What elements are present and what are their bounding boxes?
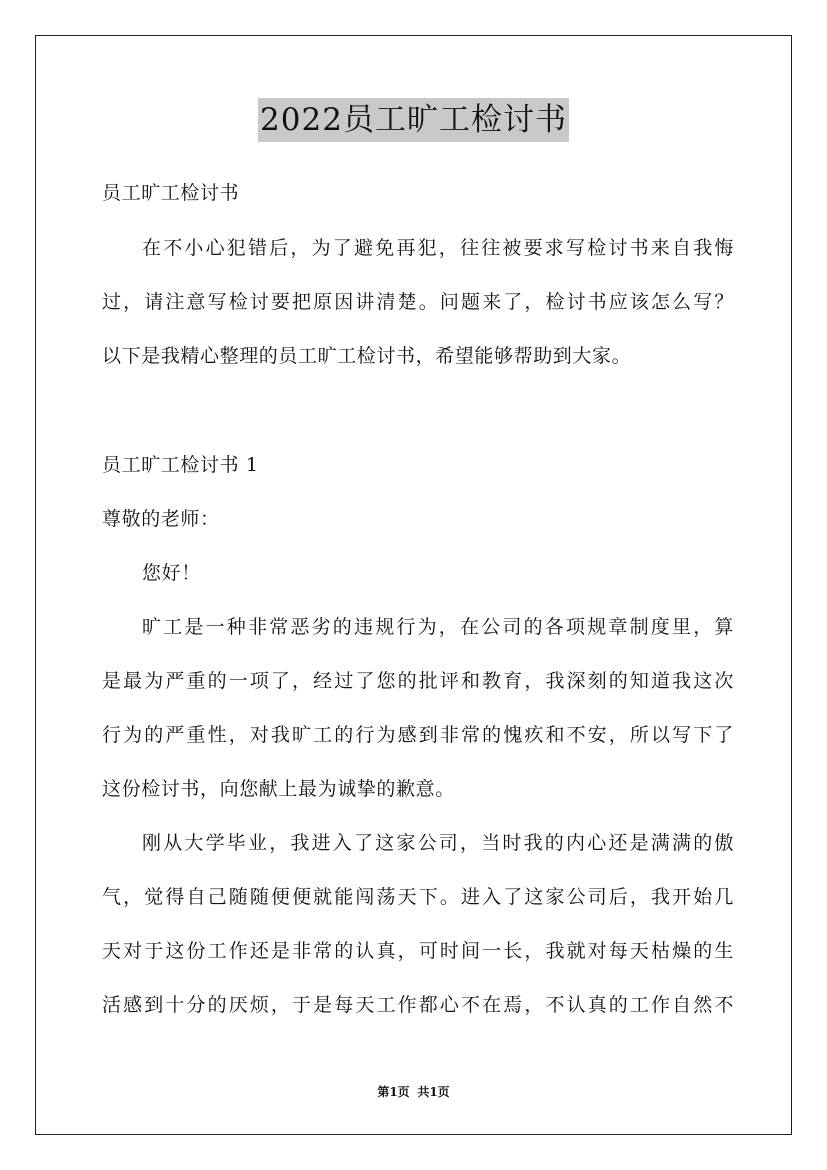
intro-paragraph-line: 过，请注意写检讨要把原因讲清楚。问题来了，检讨书应该怎么写？ [102,291,734,313]
intro-heading: 员工旷工检讨书 [102,182,240,204]
body-paragraph-line: 天对于这份工作还是非常的认真，可时间一长，我就对每天枯燥的生 [102,940,734,962]
greeting: 您好！ [142,562,201,584]
body-paragraph-line: 行为的严重性，对我旷工的行为感到非常的愧疚和不安，所以写下了 [102,724,734,746]
intro-paragraph-line: 以下是我精心整理的员工旷工检讨书，希望能够帮助到大家。 [102,345,632,367]
body-paragraph-line: 活感到十分的厌烦，于是每天工作都心不在焉，不认真的工作自然不 [102,994,734,1016]
salutation: 尊敬的老师： [102,508,220,530]
body-paragraph-line: 刚从大学毕业，我进入了这家公司，当时我的内心还是满满的傲 [142,832,734,854]
page-total: 共1页 [417,1085,450,1099]
document-title-wrapper [0,98,827,142]
body-paragraph-line: 旷工是一种非常恶劣的违规行为，在公司的各项规章制度里，算 [142,616,734,638]
body-paragraph-line: 是最为严重的一项了，经过了您的批评和教育，我深刻的知道我这次 [102,670,734,692]
body-paragraph-line: 气，觉得自己随随便便就能闯荡天下。进入了这家公司后，我开始几 [102,886,734,908]
section-heading: 员工旷工检讨书 1 [102,454,259,476]
body-paragraph-line: 这份检讨书，向您献上最为诚挚的歉意。 [102,778,455,800]
page-footer [0,1084,827,1100]
document-title: 2022员工旷工检讨书 [258,98,569,142]
intro-paragraph-line: 在不小心犯错后，为了避免再犯，往往被要求写检讨书来自我悔 [142,237,734,259]
page-number: 第1页 [377,1085,410,1099]
